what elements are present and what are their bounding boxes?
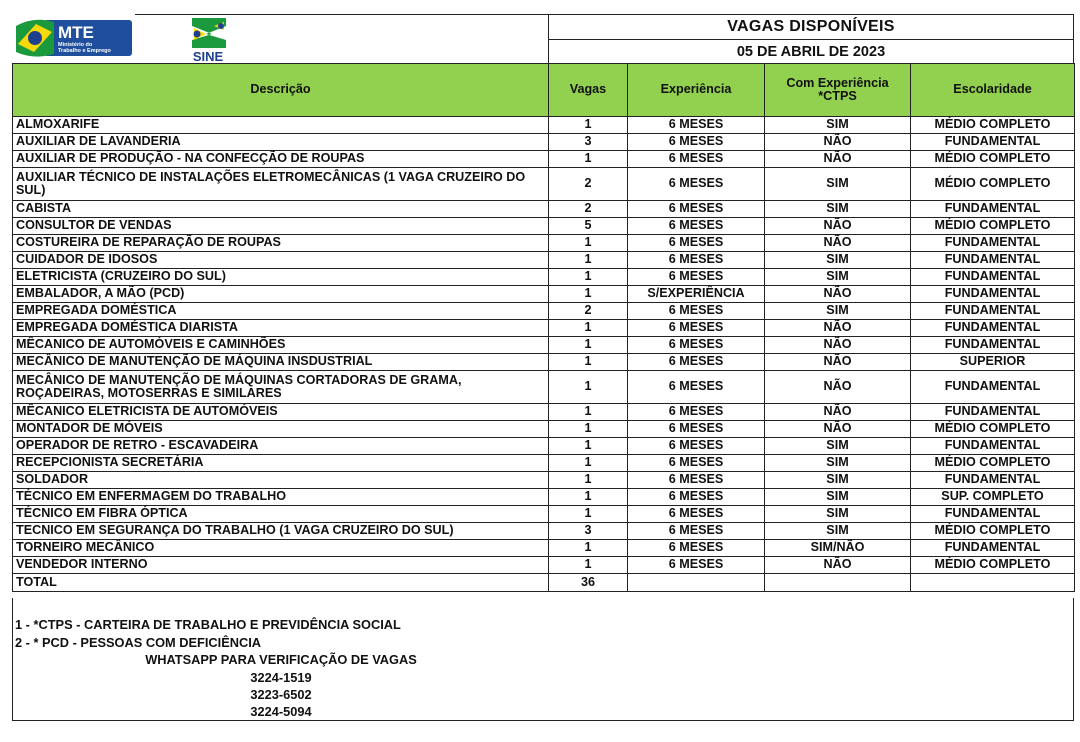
- footer-notes: [12, 598, 1074, 721]
- table-row: [13, 540, 1075, 557]
- cell-escolaridade: FUNDAMENTAL: [911, 472, 1075, 489]
- total-vagas: 36: [549, 574, 628, 592]
- note-pcd: 2 - * PCD - PESSOAS COM DEFICIÊNCIA: [15, 635, 262, 650]
- cell-descricao: AUXILIAR DE PRODUÇÃO - NA CONFECÇÃO DE ROUPAS: [13, 151, 549, 168]
- table-row: [13, 252, 1075, 269]
- cell-ctps: NÃO: [765, 371, 911, 404]
- page-title: VAGAS DISPONÍVEIS: [549, 15, 1073, 40]
- table-row: [13, 134, 1075, 151]
- cell-vagas: 3: [549, 134, 628, 151]
- table-header-row: [13, 64, 1075, 117]
- cell-descricao: CABISTA: [13, 201, 549, 218]
- page-date: 05 DE ABRIL DE 2023: [736, 44, 886, 60]
- cell-vagas: 5: [549, 218, 628, 235]
- cell-ctps: NÃO: [765, 421, 911, 438]
- cell-descricao: AUXILIAR TÉCNICO DE INSTALAÇÕES ELETROMECÂNICAS (1 VAGA CRUZEIRO DO SUL): [13, 168, 549, 201]
- cell-ctps: NÃO: [765, 557, 911, 574]
- table-row: [13, 438, 1075, 455]
- cell-experiencia: 6 MESES: [628, 489, 765, 506]
- cell-escolaridade: FUNDAMENTAL: [911, 269, 1075, 286]
- table-row: [13, 354, 1075, 371]
- cell-experiencia: 6 MESES: [628, 168, 765, 201]
- cell-vagas: 1: [549, 117, 628, 134]
- cell-ctps: NÃO: [765, 337, 911, 354]
- cell-experiencia: 6 MESES: [628, 303, 765, 320]
- cell-descricao: TÉCNICO EM FIBRA ÓPTICA: [13, 506, 549, 523]
- cell-escolaridade: MÉDIO COMPLETO: [911, 455, 1075, 472]
- cell-descricao: EMPREGADA DOMÉSTICA DIARISTA: [13, 320, 549, 337]
- cell-ctps: SIM: [765, 455, 911, 472]
- cell-ctps: SIM: [765, 489, 911, 506]
- cell-descricao: CONSULTOR DE VENDAS: [13, 218, 549, 235]
- cell-descricao: VENDEDOR INTERNO: [13, 557, 549, 574]
- cell-vagas: 1: [549, 455, 628, 472]
- sine-logo: [184, 16, 232, 64]
- cell-experiencia: 6 MESES: [628, 337, 765, 354]
- cell-escolaridade: FUNDAMENTAL: [911, 134, 1075, 151]
- cell-vagas: 1: [549, 354, 628, 371]
- cell-descricao: OPERADOR DE RETRO - ESCAVADEIRA: [13, 438, 549, 455]
- cell-vagas: 1: [549, 421, 628, 438]
- cell-experiencia: 6 MESES: [628, 421, 765, 438]
- cell-vagas: 2: [549, 168, 628, 201]
- cell-vagas: 1: [549, 235, 628, 252]
- cell-experiencia: 6 MESES: [628, 218, 765, 235]
- cell-descricao: EMBALADOR, A MÃO (PCD): [13, 286, 549, 303]
- cell-descricao: TORNEIRO MECÂNICO: [13, 540, 549, 557]
- cell-vagas: 1: [549, 371, 628, 404]
- cell-experiencia: 6 MESES: [628, 235, 765, 252]
- cell-vagas: 1: [549, 320, 628, 337]
- cell-experiencia: 6 MESES: [628, 117, 765, 134]
- cell-ctps: NÃO: [765, 151, 911, 168]
- table-row: [13, 269, 1075, 286]
- cell-ctps: SIM: [765, 168, 911, 201]
- col-experiencia: Experiência: [628, 64, 765, 117]
- note-ctps: 1 - *CTPS - CARTEIRA DE TRABALHO E PREVIDÊNCIA SOCIAL: [15, 617, 401, 632]
- cell-descricao: MÊCANICO ELETRICISTA DE AUTOMÓVEIS: [13, 404, 549, 421]
- cell-experiencia: 6 MESES: [628, 354, 765, 371]
- total-row: [13, 574, 1075, 592]
- cell-descricao: MONTADOR DE MÓVEIS: [13, 421, 549, 438]
- cell-experiencia: 6 MESES: [628, 472, 765, 489]
- whatsapp-label: WHATSAPP PARA VERIFICAÇÃO DE VAGAS: [145, 652, 417, 667]
- cell-ctps: NÃO: [765, 134, 911, 151]
- cell-escolaridade: FUNDAMENTAL: [911, 235, 1075, 252]
- cell-ctps: SIM: [765, 523, 911, 540]
- cell-ctps: SIM: [765, 252, 911, 269]
- header-top-rule: [135, 14, 548, 15]
- cell-experiencia: 6 MESES: [628, 557, 765, 574]
- mte-logo: [14, 16, 134, 58]
- cell-experiencia: 6 MESES: [628, 252, 765, 269]
- cell-experiencia: 6 MESES: [628, 404, 765, 421]
- cell-vagas: 1: [549, 438, 628, 455]
- cell-vagas: 1: [549, 404, 628, 421]
- col-descricao: Descrição: [13, 64, 549, 117]
- cell-vagas: 1: [549, 489, 628, 506]
- cell-experiencia: 6 MESES: [628, 438, 765, 455]
- col-ctps-label: Com Experiência *CTPS: [786, 75, 889, 103]
- col-escolaridade: Escolaridade: [911, 64, 1075, 117]
- cell-ctps: SIM: [765, 303, 911, 320]
- cell-experiencia: 6 MESES: [628, 540, 765, 557]
- table-row: [13, 337, 1075, 354]
- cell-vagas: 1: [549, 540, 628, 557]
- phone-3: 3224-5094: [250, 704, 312, 719]
- table-row: [13, 421, 1075, 438]
- cell-vagas: 1: [549, 252, 628, 269]
- svg-text:Trabalho e Emprego: Trabalho e Emprego: [58, 48, 111, 54]
- cell-ctps: SIM/NÃO: [765, 540, 911, 557]
- table-row: [13, 489, 1075, 506]
- cell-ctps: NÃO: [765, 404, 911, 421]
- cell-ctps: NÃO: [765, 320, 911, 337]
- logos-area: [12, 14, 548, 63]
- table-row: [13, 523, 1075, 540]
- cell-ctps: SIM: [765, 438, 911, 455]
- table-row: [13, 201, 1075, 218]
- cell-escolaridade: FUNDAMENTAL: [911, 320, 1075, 337]
- col-ctps: [765, 64, 911, 117]
- title-box: [548, 14, 1074, 63]
- col-vagas: Vagas: [549, 64, 628, 117]
- cell-escolaridade: FUNDAMENTAL: [911, 337, 1075, 354]
- cell-vagas: 1: [549, 151, 628, 168]
- cell-descricao: COSTUREIRA DE REPARAÇÃO DE ROUPAS: [13, 235, 549, 252]
- total-empty-1: [628, 574, 765, 592]
- cell-escolaridade: SUP. COMPLETO: [911, 489, 1075, 506]
- cell-experiencia: 6 MESES: [628, 506, 765, 523]
- cell-escolaridade: MÉDIO COMPLETO: [911, 421, 1075, 438]
- cell-experiencia: 6 MESES: [628, 320, 765, 337]
- cell-vagas: 1: [549, 269, 628, 286]
- cell-escolaridade: MÉDIO COMPLETO: [911, 523, 1075, 540]
- cell-ctps: NÃO: [765, 286, 911, 303]
- cell-escolaridade: MÉDIO COMPLETO: [911, 151, 1075, 168]
- cell-escolaridade: FUNDAMENTAL: [911, 506, 1075, 523]
- cell-ctps: SIM: [765, 506, 911, 523]
- cell-ctps: SIM: [765, 472, 911, 489]
- table-row: [13, 320, 1075, 337]
- cell-ctps: NÃO: [765, 354, 911, 371]
- cell-vagas: 1: [549, 286, 628, 303]
- table-row: [13, 168, 1075, 201]
- table-row: [13, 404, 1075, 421]
- cell-escolaridade: FUNDAMENTAL: [911, 540, 1075, 557]
- cell-ctps: NÃO: [765, 218, 911, 235]
- svg-text:MTE: MTE: [58, 23, 94, 42]
- cell-vagas: 1: [549, 472, 628, 489]
- cell-escolaridade: FUNDAMENTAL: [911, 252, 1075, 269]
- table-row: [13, 303, 1075, 320]
- table-row: [13, 286, 1075, 303]
- cell-escolaridade: FUNDAMENTAL: [911, 371, 1075, 404]
- cell-descricao: SOLDADOR: [13, 472, 549, 489]
- cell-ctps: SIM: [765, 117, 911, 134]
- cell-escolaridade: FUNDAMENTAL: [911, 438, 1075, 455]
- cell-vagas: 3: [549, 523, 628, 540]
- svg-text:SINE: SINE: [192, 49, 224, 64]
- cell-descricao: AUXILIAR DE LAVANDERIA: [13, 134, 549, 151]
- cell-descricao: MECÂNICO DE MANUTENÇÃO DE MÁQUINAS CORTADORAS DE GRAMA, ROÇADEIRAS, MOTOSERRAS E SIMILARES: [13, 371, 549, 404]
- cell-descricao: TÉCNICO EM ENFERMAGEM DO TRABALHO: [13, 489, 549, 506]
- cell-experiencia: 6 MESES: [628, 371, 765, 404]
- cell-escolaridade: SUPERIOR: [911, 354, 1075, 371]
- cell-escolaridade: MÉDIO COMPLETO: [911, 168, 1075, 201]
- table-row: [13, 235, 1075, 252]
- cell-escolaridade: MÉDIO COMPLETO: [911, 557, 1075, 574]
- cell-experiencia: 6 MESES: [628, 151, 765, 168]
- cell-descricao: ALMOXARIFE: [13, 117, 549, 134]
- table-row: [13, 218, 1075, 235]
- cell-experiencia: 6 MESES: [628, 134, 765, 151]
- cell-escolaridade: MÉDIO COMPLETO: [911, 117, 1075, 134]
- table-row: [13, 557, 1075, 574]
- cell-vagas: 1: [549, 506, 628, 523]
- total-empty-3: [911, 574, 1075, 592]
- cell-escolaridade: FUNDAMENTAL: [911, 286, 1075, 303]
- cell-descricao: CUIDADOR DE IDOSOS: [13, 252, 549, 269]
- phone-1: 3224-1519: [250, 670, 312, 685]
- cell-vagas: 1: [549, 557, 628, 574]
- total-label: TOTAL: [13, 574, 549, 592]
- cell-experiencia: 6 MESES: [628, 269, 765, 286]
- total-empty-2: [765, 574, 911, 592]
- cell-descricao: RECEPCIONISTA SECRETÁRIA: [13, 455, 549, 472]
- cell-descricao: TECNICO EM SEGURANÇA DO TRABALHO (1 VAGA CRUZEIRO DO SUL): [13, 523, 549, 540]
- cell-descricao: MECÂNICO DE MANUTENÇÃO DE MÁQUINA INSDUSTRIAL: [13, 354, 549, 371]
- table-row: [13, 455, 1075, 472]
- cell-vagas: 2: [549, 303, 628, 320]
- cell-escolaridade: FUNDAMENTAL: [911, 303, 1075, 320]
- cell-experiencia: 6 MESES: [628, 523, 765, 540]
- cell-experiencia: 6 MESES: [628, 455, 765, 472]
- cell-ctps: SIM: [765, 201, 911, 218]
- table-row: [13, 151, 1075, 168]
- vacancies-table: [12, 63, 1075, 592]
- table-row: [13, 371, 1075, 404]
- table-row: [13, 472, 1075, 489]
- cell-experiencia: S/EXPERIÊNCIA: [628, 286, 765, 303]
- table-row: [13, 117, 1075, 134]
- cell-ctps: SIM: [765, 269, 911, 286]
- cell-escolaridade: FUNDAMENTAL: [911, 404, 1075, 421]
- cell-ctps: NÃO: [765, 235, 911, 252]
- cell-experiencia: 6 MESES: [628, 201, 765, 218]
- phone-2: 3223-6502: [250, 687, 312, 702]
- cell-descricao: EMPREGADA DOMÉSTICA: [13, 303, 549, 320]
- cell-escolaridade: FUNDAMENTAL: [911, 201, 1075, 218]
- cell-descricao: ELETRICISTA (CRUZEIRO DO SUL): [13, 269, 549, 286]
- cell-vagas: 1: [549, 337, 628, 354]
- cell-escolaridade: MÉDIO COMPLETO: [911, 218, 1075, 235]
- svg-text:Ministério do: Ministério do: [58, 42, 93, 48]
- cell-vagas: 2: [549, 201, 628, 218]
- table-row: [13, 506, 1075, 523]
- cell-descricao: MÊCANICO DE AUTOMÓVEIS E CAMINHÕES: [13, 337, 549, 354]
